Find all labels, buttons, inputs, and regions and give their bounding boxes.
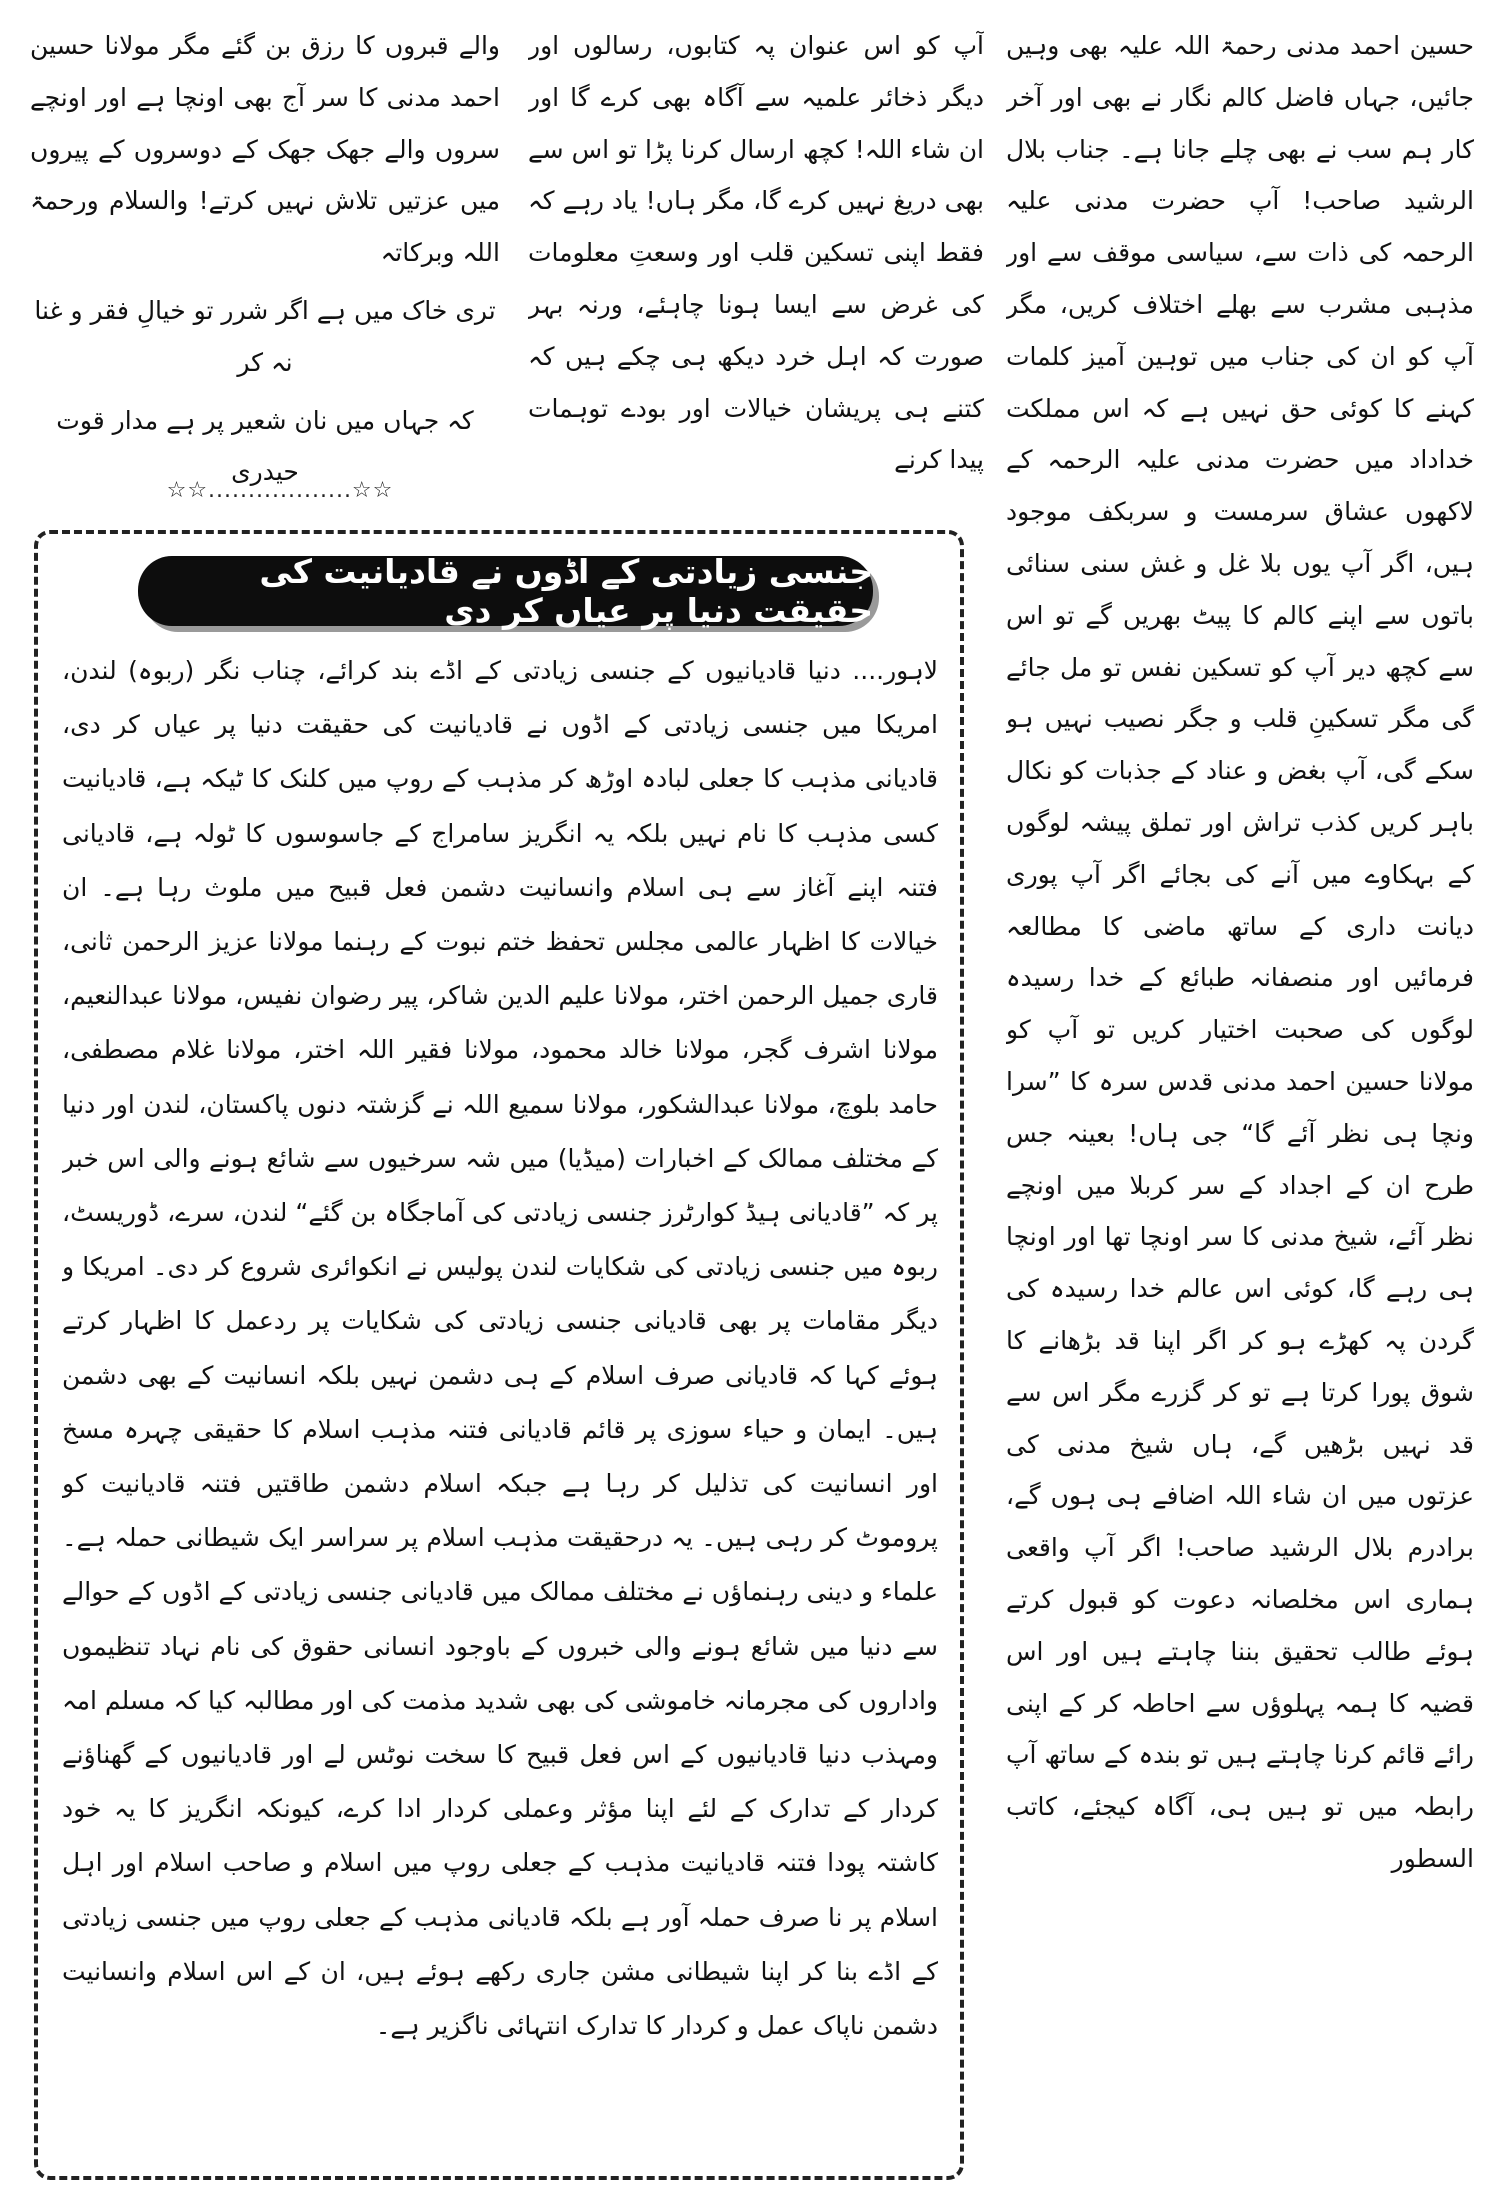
section-divider: ☆☆..................☆☆ [166, 478, 394, 503]
article-column-left [30, 20, 500, 490]
news-body-text: لاہور.... دنیا قادیانیوں کے جنسی زیادتی کے اڈے بند کرائے، چناب نگر (ربوہ) لندن، امریکا میں جنسی زیادتی کے اڈوں نے قادیانیت کی حقیقت دنیا پر عیاں کر دی، قادیانی مذہب کا جعلی لبادہ اوڑھ کر مذہب کے روپ میں کلنک کا ٹیکہ ہے، قادیانیت کسی مذہب کا نام نہیں بلکہ یہ انگریز سامراج کے جاسوسوں کا ٹولہ ہے، قادیانی فتنہ اپنے آغاز سے ہی اسلام وانسانیت دشمن فعل قبیح میں ملوث رہا ہے۔ ان خیالات کا اظہار عالمی مجلس تحفظ ختم نبوت کے رہنما مولانا عزیز الرحمن ثانی، قاری جمیل الرحمن اختر، مولانا علیم الدین شاکر، پیر رضوان نفیس، مولانا عبدالنعیم، مولانا اشرف گجر، مولانا خالد محمود، مولانا فقیر اللہ اختر، مولانا غلام مصطفی، حامد بلوچ، مولانا عبدالشکور، مولانا سمیع اللہ نے گزشتہ دنوں پاکستان، لندن اور دنیا کے مختلف ممالک کے اخبارات (میڈیا) میں شہ سرخیوں سے شائع ہونے والی اس خبر پر کہ ”قادیانی ہیڈ کوارٹرز جنسی زیادتی کی آماجگاہ بن گئے“ لندن، سرے، ڈوریسٹ، ربوہ میں جنسی زیادتی کی شکایات لندن پولیس نے انکوائری شروع کر دی۔ امریکا و دیگر مقامات پر بھی قادیانی جنسی زیادتی کی شکایات پر ردعمل کا اظہار کرتے ہوئے کہا کہ قادیانی صرف اسلام کے ہی دشمن نہیں بلکہ انسانیت کے بھی دشمن ہیں۔ ایمان و حیاء سوزی پر قائم قادیانی فتنہ مذہب اسلام کا حقیقی چہرہ مسخ اور انسانیت کی تذلیل کر رہا ہے جبکہ اسلام دشمن طاقتیں فتنہ قادیانیت کو پروموٹ کر رہی ہیں۔ یہ درحقیقت مذہب اسلام پر سراسر ایک شیطانی حملہ ہے۔ علماء و دینی رہنماؤں نے مختلف ممالک میں قادیانی جنسی زیادتی کے اڈوں کے حوالے سے دنیا میں شائع ہونے والی خبروں کے باوجود انسانی حقوق کی نام نہاد تنظیموں واداروں کی مجرمانہ خاموشی کی بھی شدید مذمت کی اور مطالبہ کیا کہ مسلم امہ ومہذب دنیا قادیانیوں کے اس فعل قبیح کا سخت نوٹس لے اور قادیانیوں کے گھناؤنے کردار کے تدارک کے لئے اپنا مؤثر وعملی کردار ادا کرے، کیونکہ انگریز کا یہ خود کاشتہ پودا فتنہ قادیانیت مذہب کے جعلی روپ میں اسلام و صاحب اسلام اور اہل اسلام پر نا صرف حملہ آور ہے بلکہ قادیانی مذہب کے جعلی روپ میں جنسی زیادتی کے اڈے بنا کر اپنا شیطانی مشن جاری رکھے ہوئے ہیں، ان کے اس اسلام وانسانیت دشمن ناپاک عمل و کردار کا تدارک انتہائی ناگزیر ہے۔ [62, 656, 938, 2041]
couplet-line-2: کہ جہاں میں نان شعیر پر ہے مدار قوت حیدری [56, 405, 474, 487]
article-text-left: والے قبروں کا رزق بن گئے مگر مولانا حسین احمد مدنی کا سر آج بھی اونچا ہے اور اونچے سروں والے جھک جھک کے دوسروں کے پیروں میں عزتیں تلاش نہیں کرتے! والسلام ورحمۃ اللہ وبرکاتہ [30, 31, 500, 268]
article-column-right [1006, 20, 1474, 2180]
news-headline: جنسی زیادتی کے اڈوں نے قادیانیت کی حقیقت دنیا پر عیاں کر دی [138, 556, 873, 626]
news-body [62, 644, 938, 2164]
article-column-middle [528, 20, 984, 530]
article-text-middle: آپ کو اس عنوان پہ کتابوں، رسالوں اور دیگر ذخائر علمیہ سے آگاہ بھی کرے گا اور ان شاء اللہ! کچھ ارسال کرنا پڑا تو اس سے بھی دریغ نہیں کرے گا، مگر ہاں! یاد رہے کہ فقط اپنی تسکین قلب اور وسعتِ معلومات کی غرض سے ایسا ہونا چاہئے، ورنہ بہر صورت کہ اہل خرد دیکھ ہی چکے ہیں کہ کتنے ہی پریشان خیالات اور بودے توہمات پیدا کرنے [528, 31, 984, 475]
article-text-right: حسین احمد مدنی رحمۃ اللہ علیہ بھی وہیں جائیں، جہاں فاضل کالم نگار نے بھی اور آخر کار ہم سب نے بھی چلے جانا ہے۔ جناب بلال الرشید صاحب! آپ حضرت مدنی علیہ الرحمہ کی ذات سے، سیاسی موقف سے اور مذہبی مشرب سے بھلے اختلاف کریں، مگر آپ کو ان کی جناب میں توہین آمیز کلمات کہنے کا کوئی حق نہیں ہے کہ اس مملکت خداداد میں حضرت مدنی علیہ الرحمہ کے لاکھوں عشاق سرمست و سربکف موجود ہیں، اگر آپ یوں بلا غل و غش سنی سنائی باتوں سے اپنے کالم کا پیٹ بھریں گے تو اس سے کچھ دیر آپ کو تسکین نفس تو مل جائے گی مگر تسکینِ قلب و جگر نصیب نہیں ہو سکے گی، آپ بغض و عناد کے جذبات کو نکال باہر کریں کذب تراش اور تملق پیشہ لوگوں کے بہکاوے میں آنے کی بجائے اگر آپ پوری دیانت داری کے ساتھ ماضی کا مطالعہ فرمائیں اور منصفانہ طبائع کے خدا رسیدہ لوگوں کی صحبت اختیار کریں تو آپ کو مولانا حسین احمد مدنی قدس سرہ کا ”سرا ونچا ہی نظر آئے گا“ جی ہاں! بعینہ جس طرح ان کے اجداد کے سر کربلا میں اونچے نظر آئے، شیخ مدنی کا سر اونچا تھا اور اونچا ہی رہے گا، کوئی اس عالم خدا رسیدہ کی گردن پہ کھڑے ہو کر اگر اپنا قد بڑھانے کا شوق پورا کرتا ہے تو کر گزرے مگر اس سے قد نہیں بڑھیں گے، ہاں شیخ مدنی کی عزتوں میں ان شاء اللہ اضافے ہی ہوں گے، برادرم بلال الرشید صاحب! اگر آپ واقعی ہماری اس مخلصانہ دعوت کو قبول کرتے ہوئے طالب تحقیق بننا چاہتے ہیں اور اس قضیہ کا ہمہ پہلوؤں سے احاطہ کر کے اپنی رائے قائم کرنا چاہتے ہیں تو بندہ کے ساتھ آپ رابطہ میں تو ہیں ہی، آگاہ کیجئے، کاتب السطور [1006, 31, 1474, 1873]
couplet-line-1: تری خاک میں ہے اگر شرر تو خیالِ فقر و غنا نہ کر [34, 295, 496, 377]
news-box [34, 530, 964, 2180]
